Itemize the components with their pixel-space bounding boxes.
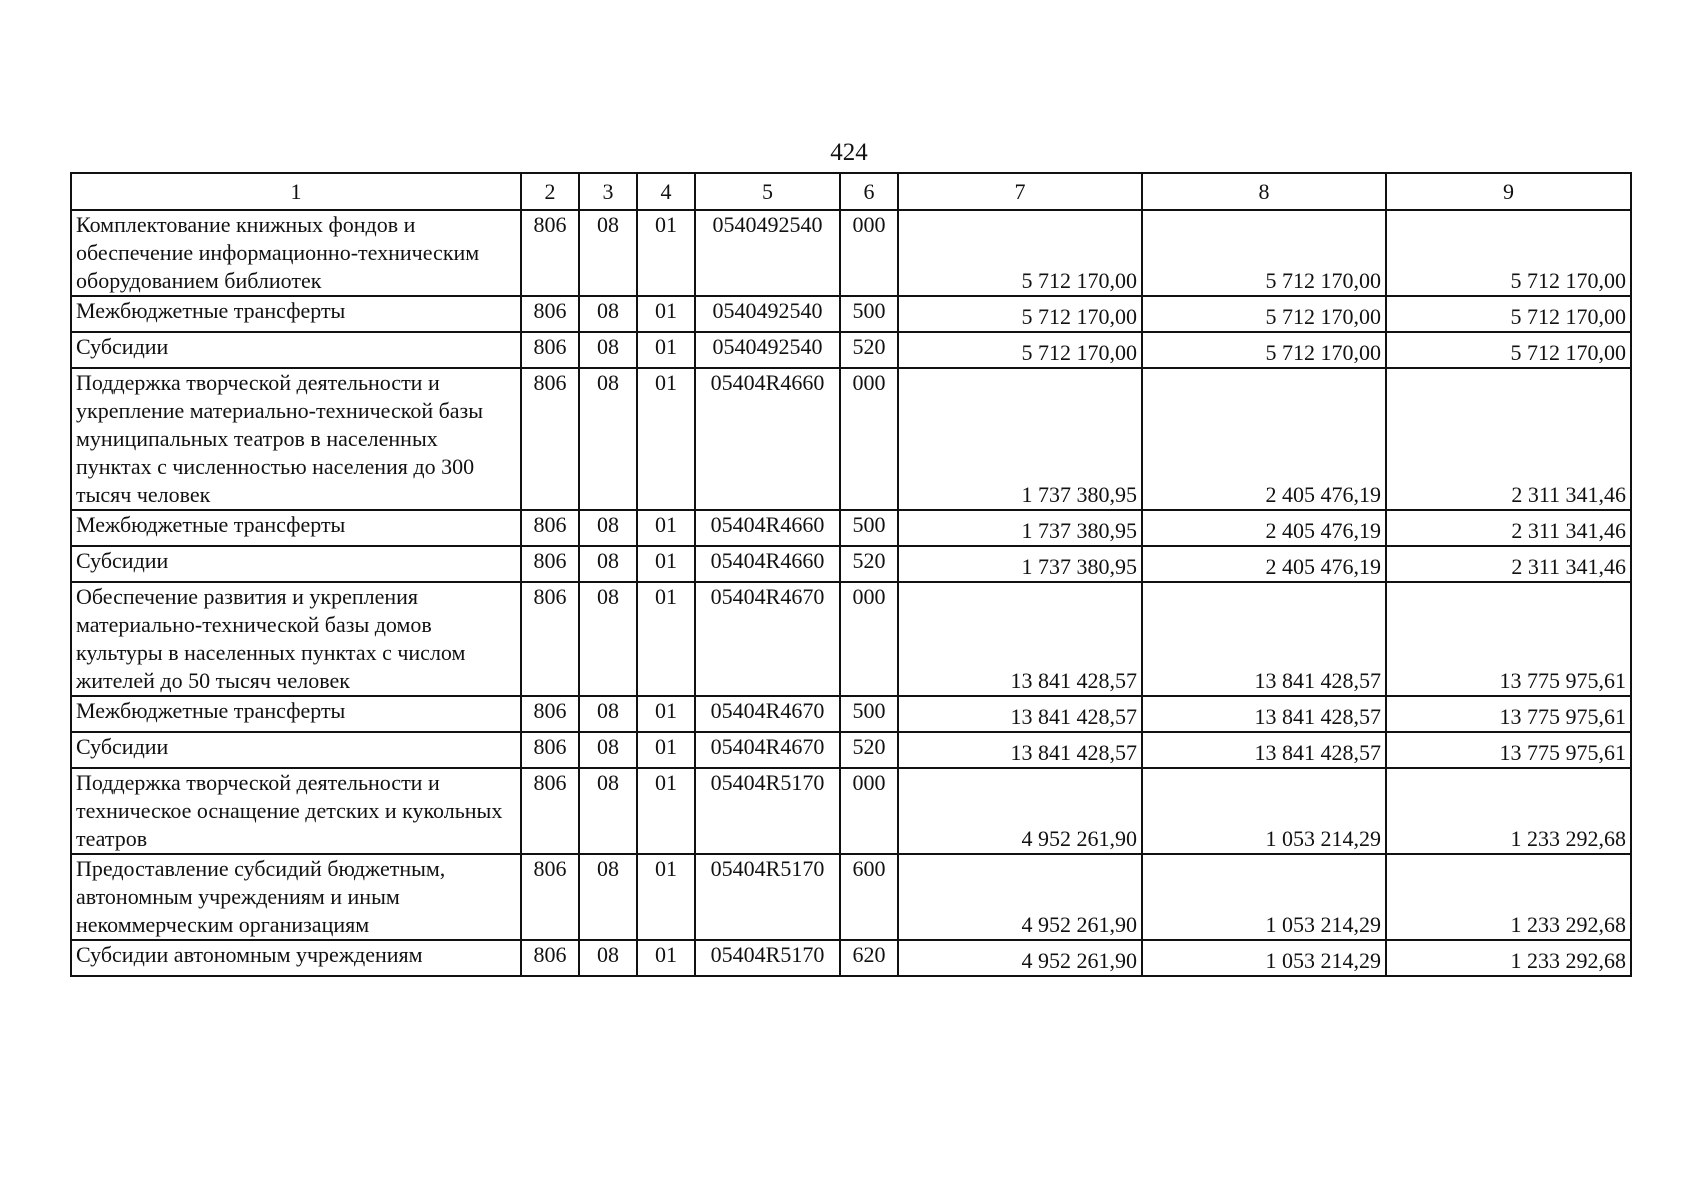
cell-code-2: 806 [521, 854, 579, 940]
cell-code-3: 08 [579, 696, 637, 732]
cell-amount-8: 1 053 214,29 [1142, 854, 1386, 940]
cell-code-6: 500 [840, 510, 898, 546]
cell-code-2: 806 [521, 510, 579, 546]
cell-code-5: 05404R4670 [695, 582, 840, 696]
cell-amount-8: 13 841 428,57 [1142, 696, 1386, 732]
cell-code-3: 08 [579, 732, 637, 768]
cell-code-4: 01 [637, 732, 695, 768]
row-name: Субсидии [71, 332, 521, 368]
cell-code-5: 05404R4660 [695, 368, 840, 510]
table-row [71, 332, 1631, 368]
cell-amount-8: 2 405 476,19 [1142, 510, 1386, 546]
row-name: Субсидии автономным учреждениям [71, 940, 521, 976]
column-header: 5 [695, 173, 840, 210]
cell-amount-7: 13 841 428,57 [898, 732, 1142, 768]
cell-code-3: 08 [579, 368, 637, 510]
cell-code-3: 08 [579, 940, 637, 976]
cell-code-2: 806 [521, 210, 579, 296]
cell-amount-8: 5 712 170,00 [1142, 296, 1386, 332]
cell-code-4: 01 [637, 546, 695, 582]
cell-code-5: 05404R4670 [695, 696, 840, 732]
cell-amount-8: 1 053 214,29 [1142, 940, 1386, 976]
cell-code-6: 000 [840, 768, 898, 854]
column-header: 6 [840, 173, 898, 210]
cell-code-6: 500 [840, 296, 898, 332]
cell-code-5: 05404R5170 [695, 854, 840, 940]
cell-amount-9: 2 311 341,46 [1386, 368, 1631, 510]
table-row [71, 210, 1631, 296]
cell-amount-9: 2 311 341,46 [1386, 510, 1631, 546]
cell-amount-7: 4 952 261,90 [898, 768, 1142, 854]
cell-code-3: 08 [579, 854, 637, 940]
table-row [71, 546, 1631, 582]
cell-amount-7: 4 952 261,90 [898, 940, 1142, 976]
cell-code-2: 806 [521, 768, 579, 854]
row-name: Комплектование книжных фондов и обеспечение информационно-техническим оборудованием библиотек [71, 210, 521, 296]
cell-amount-9: 13 775 975,61 [1386, 696, 1631, 732]
cell-amount-8: 5 712 170,00 [1142, 210, 1386, 296]
cell-amount-9: 13 775 975,61 [1386, 732, 1631, 768]
cell-code-4: 01 [637, 582, 695, 696]
cell-code-5: 05404R4660 [695, 510, 840, 546]
cell-amount-7: 5 712 170,00 [898, 296, 1142, 332]
cell-code-5: 0540492540 [695, 332, 840, 368]
cell-code-6: 620 [840, 940, 898, 976]
cell-code-2: 806 [521, 296, 579, 332]
row-name: Обеспечение развития и укрепления материально-технической базы домов культуры в населенных пунктах с числом жителей до 50 тысяч человек [71, 582, 521, 696]
cell-code-2: 806 [521, 368, 579, 510]
cell-amount-7: 1 737 380,95 [898, 546, 1142, 582]
cell-amount-7: 4 952 261,90 [898, 854, 1142, 940]
cell-code-3: 08 [579, 510, 637, 546]
cell-code-4: 01 [637, 368, 695, 510]
cell-code-5: 0540492540 [695, 210, 840, 296]
table-row [71, 582, 1631, 696]
cell-amount-7: 1 737 380,95 [898, 510, 1142, 546]
cell-code-2: 806 [521, 332, 579, 368]
cell-code-2: 806 [521, 940, 579, 976]
cell-code-3: 08 [579, 296, 637, 332]
header-row [71, 173, 1631, 210]
cell-amount-8: 2 405 476,19 [1142, 546, 1386, 582]
cell-code-5: 05404R5170 [695, 940, 840, 976]
cell-code-4: 01 [637, 510, 695, 546]
cell-code-2: 806 [521, 546, 579, 582]
cell-code-6: 520 [840, 332, 898, 368]
cell-code-6: 500 [840, 696, 898, 732]
cell-code-2: 806 [521, 582, 579, 696]
cell-code-5: 0540492540 [695, 296, 840, 332]
table-row [71, 940, 1631, 976]
cell-amount-7: 13 841 428,57 [898, 582, 1142, 696]
cell-code-4: 01 [637, 696, 695, 732]
cell-amount-9: 5 712 170,00 [1386, 296, 1631, 332]
page-number: 424 [830, 139, 868, 166]
cell-code-3: 08 [579, 768, 637, 854]
cell-amount-9: 5 712 170,00 [1386, 210, 1631, 296]
cell-code-5: 05404R4670 [695, 732, 840, 768]
cell-code-4: 01 [637, 210, 695, 296]
cell-code-6: 520 [840, 546, 898, 582]
table-row [71, 854, 1631, 940]
cell-code-3: 08 [579, 546, 637, 582]
cell-code-4: 01 [637, 768, 695, 854]
cell-code-3: 08 [579, 332, 637, 368]
cell-amount-9: 5 712 170,00 [1386, 332, 1631, 368]
cell-code-5: 05404R4660 [695, 546, 840, 582]
column-header: 9 [1386, 173, 1631, 210]
cell-code-3: 08 [579, 210, 637, 296]
column-header: 3 [579, 173, 637, 210]
cell-code-6: 000 [840, 368, 898, 510]
row-name: Предоставление субсидий бюджетным, автономным учреждениям и иным некоммерческим организациям [71, 854, 521, 940]
column-header: 4 [637, 173, 695, 210]
cell-code-2: 806 [521, 696, 579, 732]
cell-code-4: 01 [637, 940, 695, 976]
row-name: Межбюджетные трансферты [71, 696, 521, 732]
table-row [71, 732, 1631, 768]
cell-amount-9: 1 233 292,68 [1386, 940, 1631, 976]
row-name: Поддержка творческой деятельности и техническое оснащение детских и кукольных театров [71, 768, 521, 854]
table-row [71, 368, 1631, 510]
column-header: 2 [521, 173, 579, 210]
table-row [71, 768, 1631, 854]
cell-code-6: 600 [840, 854, 898, 940]
cell-code-6: 000 [840, 582, 898, 696]
cell-code-4: 01 [637, 332, 695, 368]
cell-amount-8: 13 841 428,57 [1142, 732, 1386, 768]
table-row [71, 510, 1631, 546]
cell-amount-8: 2 405 476,19 [1142, 368, 1386, 510]
column-header: 7 [898, 173, 1142, 210]
cell-amount-7: 1 737 380,95 [898, 368, 1142, 510]
row-name: Межбюджетные трансферты [71, 510, 521, 546]
row-name: Межбюджетные трансферты [71, 296, 521, 332]
cell-amount-7: 5 712 170,00 [898, 210, 1142, 296]
cell-amount-8: 13 841 428,57 [1142, 582, 1386, 696]
table-row [71, 296, 1631, 332]
cell-amount-8: 1 053 214,29 [1142, 768, 1386, 854]
row-name: Поддержка творческой деятельности и укрепление материально-технической базы муниципальных театров в населенных пунктах с численностью населения до 300 тысяч человек [71, 368, 521, 510]
row-name: Субсидии [71, 732, 521, 768]
cell-code-6: 000 [840, 210, 898, 296]
cell-code-3: 08 [579, 582, 637, 696]
cell-amount-7: 5 712 170,00 [898, 332, 1142, 368]
cell-code-4: 01 [637, 854, 695, 940]
cell-code-4: 01 [637, 296, 695, 332]
cell-code-2: 806 [521, 732, 579, 768]
column-header: 8 [1142, 173, 1386, 210]
cell-code-6: 520 [840, 732, 898, 768]
cell-amount-9: 1 233 292,68 [1386, 854, 1631, 940]
cell-code-5: 05404R5170 [695, 768, 840, 854]
cell-amount-9: 1 233 292,68 [1386, 768, 1631, 854]
cell-amount-7: 13 841 428,57 [898, 696, 1142, 732]
column-header: 1 [71, 173, 521, 210]
cell-amount-9: 13 775 975,61 [1386, 582, 1631, 696]
cell-amount-8: 5 712 170,00 [1142, 332, 1386, 368]
cell-amount-9: 2 311 341,46 [1386, 546, 1631, 582]
budget-table [70, 172, 1632, 977]
table-row [71, 696, 1631, 732]
row-name: Субсидии [71, 546, 521, 582]
